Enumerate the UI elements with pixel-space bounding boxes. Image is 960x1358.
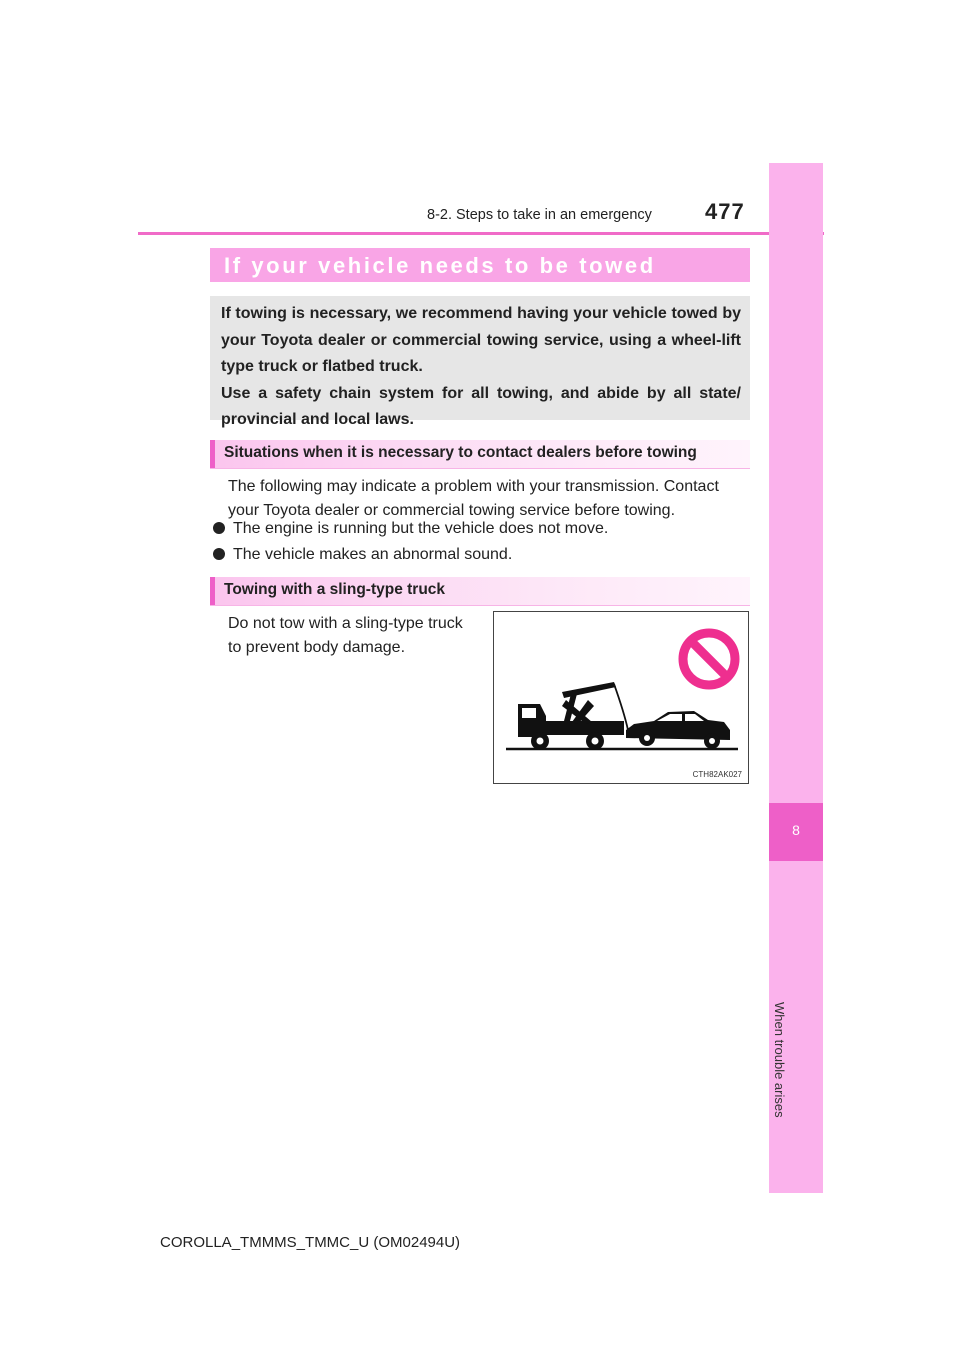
truck-window <box>522 708 536 718</box>
sling-truck-illustration <box>493 611 749 784</box>
bullet-text: The vehicle makes an abnormal sound. <box>233 546 513 563</box>
page-title: If your vehicle needs to be towed <box>224 253 656 278</box>
figure-code: CTH82AK027 <box>692 770 742 779</box>
footer-manual-code: COROLLA_TMMMS_TMMC_U (OM02494U) <box>160 1234 461 1251</box>
tow-truck-icon <box>518 682 624 750</box>
boom-arm <box>562 682 616 698</box>
page-number: 477 <box>705 199 745 224</box>
header-rule <box>138 232 824 235</box>
section1-paragraph-line2: your Toyota dealer or commercial towing service before towing. <box>228 502 676 519</box>
bullet-icon <box>213 522 225 534</box>
bullet-item <box>213 517 608 541</box>
towed-car-icon <box>626 711 730 749</box>
bullet-text: The engine is running but the vehicle does not move. <box>233 520 609 537</box>
section-heading-sling-truck <box>210 577 750 606</box>
prohibition-icon <box>683 633 735 685</box>
section-heading-text: Situations when it is necessary to contact dealers before towing <box>224 444 697 461</box>
intro-paragraph-1: If towing is necessary, we recommend having your vehicle towed by your Toyota dealer or commercial towing service, using a wheel-lift type truck or flatbed truck. <box>221 305 741 375</box>
header-section-title: 8-2. Steps to take in an emergency <box>427 207 652 223</box>
section-heading-text: Towing with a sling-type truck <box>224 581 446 598</box>
heading-accent-bar <box>210 440 215 468</box>
intro-text <box>221 301 741 434</box>
section1-paragraph-line1: The following may indicate a problem with your transmission. Contact <box>228 478 719 495</box>
section2-paragraph-line1: Do not tow with a sling-type truck <box>228 615 463 632</box>
intro-paragraph-2: Use a safety chain system for all towing, and abide by all state/ provincial and local laws. <box>221 384 741 428</box>
tow-truck-drawing <box>494 612 748 783</box>
heading-accent-bar <box>210 577 215 605</box>
prohibition-slash <box>691 641 727 677</box>
bullet-icon <box>213 548 225 560</box>
section-heading-contact-dealers <box>210 440 750 469</box>
bullet-item <box>213 543 512 567</box>
chapter-number: 8 <box>792 822 800 838</box>
section2-paragraph-line2: to prevent body damage. <box>228 639 406 656</box>
